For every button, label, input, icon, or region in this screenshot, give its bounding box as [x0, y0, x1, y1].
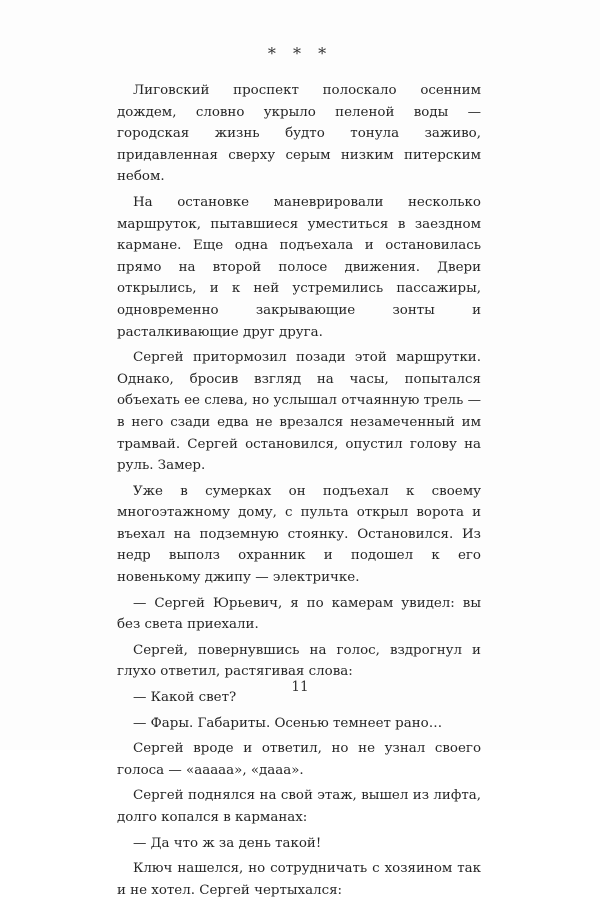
paragraph: Уже в сумерках он подъехал к своему многоэтажному дому, с пульта открыл ворота и въехал на подземную стоянку. Остановился. Из недр выполз охранник и подошел к его новенькому джипу — электричке. — [117, 483, 481, 586]
paragraph: Сергей поднялся на свой этаж, вышел из лифта, долго копался в карманах: — [117, 788, 481, 825]
paragraph: На остановке маневрировали несколько маршруток, пытавшиеся уместиться в заездном кармане. Еще одна подъехала и остановилась прямо на второй полосе движения. Двери открылись, и к ней устремились пассажиры, одновременно закрывающие зонты и расталкивающие друг друга. — [117, 194, 481, 340]
page-text-body — [117, 80, 481, 905]
paragraph: Ключ нашелся, но сотрудничать с хозяином так и не хотел. Сергей чертыхался: — [117, 861, 481, 898]
page-number: 11 — [291, 679, 309, 695]
paragraph: Сергей вроде и ответил, но не узнал своего голоса — «ааааа», «дааа». — [117, 741, 481, 778]
dialogue-line: — Да что ж за день такой! — [133, 835, 322, 851]
paragraph: Сергей притормозил позади этой маршрутки. Однако, бросив взгляд на часы, попытался объехать ее слева, но услышал отчаянную трель — в него сзади едва не врезался незамеченный им трамвай. Сергей остановился, опустил голову на руль. Замер. — [117, 350, 481, 474]
dialogue-line: — Фары. Габариты. Осенью темнеет рано… — [133, 715, 443, 731]
paragraph: Сергей, повернувшись на голос, вздрогнул и глухо ответил, растягивая слова: — [117, 642, 481, 680]
dialogue-line: — Сергей Юрьевич, я по камерам увидел: вы без света приехали. — [117, 595, 481, 633]
section-break-ornament: * * * — [267, 44, 333, 63]
dialogue-line: — Какой свет? — [133, 690, 237, 706]
paragraph: Лиговский проспект полоскало осенним дождем, словно укрыло пеленой воды — городская жизнь будто тонула заживо, придавленная сверху серым низким питерским небом. — [117, 83, 481, 185]
